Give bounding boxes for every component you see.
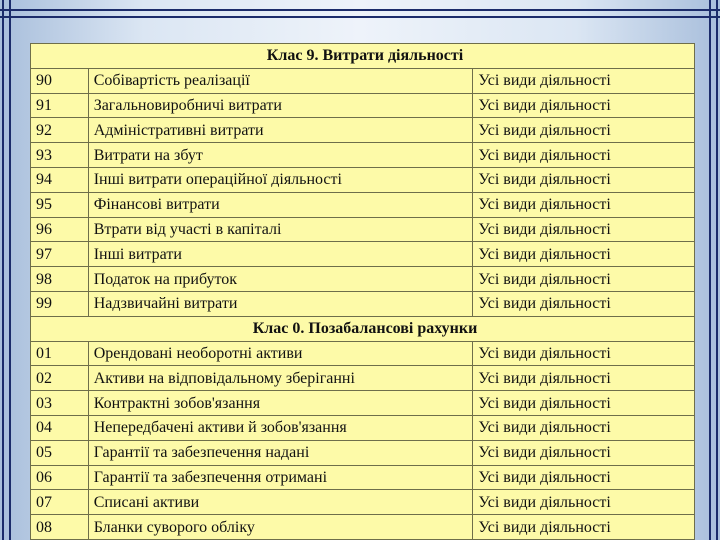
account-name: Гарантії та забезпечення отримані [88, 465, 473, 490]
table-row [31, 167, 695, 192]
table-row [31, 366, 695, 391]
table-row [31, 118, 695, 143]
table-row [31, 93, 695, 118]
account-code: 95 [31, 192, 89, 217]
account-name: Надзвичайні витрати [88, 291, 473, 316]
account-code: 98 [31, 267, 89, 292]
account-code: 04 [31, 415, 89, 440]
account-name: Витрати на збут [88, 143, 473, 168]
section-title: Клас 0. Позабалансові рахунки [31, 316, 695, 341]
account-code: 93 [31, 143, 89, 168]
account-code: 05 [31, 440, 89, 465]
account-name: Активи на відповідальному зберіганні [88, 366, 473, 391]
account-scope: Усі види діяльності [473, 341, 695, 366]
account-name: Контрактні зобов'язання [88, 391, 473, 416]
account-scope: Усі види діяльності [473, 118, 695, 143]
account-scope: Усі види діяльності [473, 465, 695, 490]
account-scope: Усі види діяльності [473, 515, 695, 540]
account-name: Адміністративні витрати [88, 118, 473, 143]
frame-line-right-outer [716, 0, 718, 540]
account-name: Гарантії та забезпечення надані [88, 440, 473, 465]
frame-line-top-outer [0, 9, 720, 11]
accounts-table [30, 43, 695, 540]
account-scope: Усі види діяльності [473, 93, 695, 118]
account-name: Бланки суворого обліку [88, 515, 473, 540]
account-name: Списані активи [88, 490, 473, 515]
table-row [31, 341, 695, 366]
account-code: 02 [31, 366, 89, 391]
account-name: Загальновиробничі витрати [88, 93, 473, 118]
account-code: 99 [31, 291, 89, 316]
account-code: 03 [31, 391, 89, 416]
section-header-row [31, 316, 695, 341]
account-code: 07 [31, 490, 89, 515]
account-scope: Усі види діяльності [473, 167, 695, 192]
accounts-table-body [31, 44, 695, 540]
account-name: Фінансові витрати [88, 192, 473, 217]
table-row [31, 490, 695, 515]
frame-line-right-inner [709, 0, 711, 540]
account-scope: Усі види діяльності [473, 490, 695, 515]
account-code: 97 [31, 242, 89, 267]
section-title: Клас 9. Витрати діяльності [31, 44, 695, 69]
table-row [31, 267, 695, 292]
account-code: 92 [31, 118, 89, 143]
frame-line-left-inner [9, 0, 11, 540]
account-code: 08 [31, 515, 89, 540]
account-scope: Усі види діяльності [473, 366, 695, 391]
table-row [31, 68, 695, 93]
account-name: Інші витрати [88, 242, 473, 267]
account-name: Податок на прибуток [88, 267, 473, 292]
account-scope: Усі види діяльності [473, 267, 695, 292]
account-code: 91 [31, 93, 89, 118]
frame-line-top-inner [0, 16, 720, 18]
account-name: Втрати від участі в капіталі [88, 217, 473, 242]
account-scope: Усі види діяльності [473, 242, 695, 267]
account-scope: Усі види діяльності [473, 217, 695, 242]
account-scope: Усі види діяльності [473, 440, 695, 465]
table-row [31, 192, 695, 217]
table-row [31, 143, 695, 168]
table-row [31, 217, 695, 242]
account-code: 01 [31, 341, 89, 366]
account-scope: Усі види діяльності [473, 391, 695, 416]
table-row [31, 515, 695, 540]
account-name: Інші витрати операційної діяльності [88, 167, 473, 192]
account-code: 90 [31, 68, 89, 93]
account-scope: Усі види діяльності [473, 68, 695, 93]
account-scope: Усі види діяльності [473, 192, 695, 217]
table-row [31, 415, 695, 440]
account-scope: Усі види діяльності [473, 415, 695, 440]
account-code: 96 [31, 217, 89, 242]
account-scope: Усі види діяльності [473, 143, 695, 168]
table-row [31, 242, 695, 267]
table-row [31, 391, 695, 416]
account-scope: Усі види діяльності [473, 291, 695, 316]
account-name: Орендовані необоротні активи [88, 341, 473, 366]
account-name: Собівартість реалізації [88, 68, 473, 93]
section-header-row [31, 44, 695, 69]
account-code: 94 [31, 167, 89, 192]
table-row [31, 291, 695, 316]
table-row [31, 465, 695, 490]
account-code: 06 [31, 465, 89, 490]
account-name: Непередбачені активи й зобов'язання [88, 415, 473, 440]
table-row [31, 440, 695, 465]
frame-line-left-outer [2, 0, 4, 540]
